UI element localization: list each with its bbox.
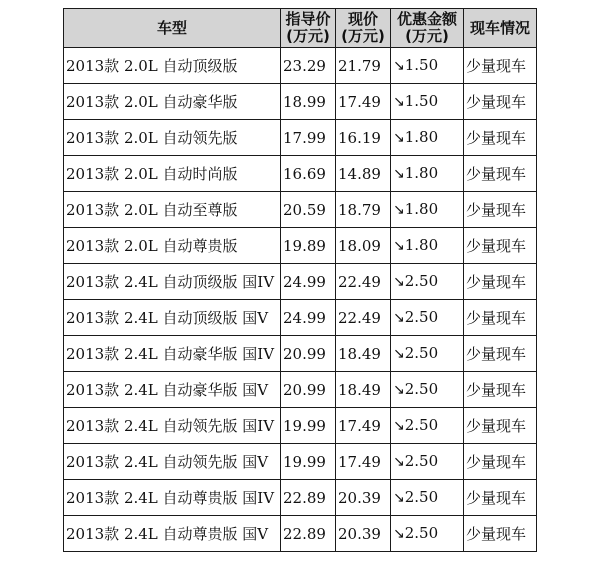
down-arrow-icon: ↘: [393, 490, 405, 506]
guide-price-cell: 19.99: [281, 408, 336, 444]
discount-cell: [391, 480, 464, 516]
down-arrow-icon: ↘: [393, 166, 405, 182]
current-price-cell: 16.19: [336, 120, 391, 156]
table-row: [64, 48, 537, 84]
model-cell: 2013款 2.0L 自动顶级版: [64, 48, 281, 84]
discount-value: 1.80: [404, 128, 439, 146]
discount-cell: [391, 264, 464, 300]
stock-cell: 少量现车: [464, 516, 537, 552]
header-row: [64, 9, 537, 48]
table-row: [64, 336, 537, 372]
header-discount-label: 优惠金额: [396, 10, 457, 28]
down-arrow-icon: ↘: [393, 418, 405, 434]
discount-value: 1.80: [404, 236, 439, 254]
header-current-price-unit: (万元): [341, 27, 385, 45]
stock-cell: 少量现车: [464, 372, 537, 408]
current-price-cell: 18.79: [336, 192, 391, 228]
guide-price-cell: 17.99: [281, 120, 336, 156]
down-arrow-icon: ↘: [393, 382, 405, 398]
current-price-cell: 17.49: [336, 84, 391, 120]
table-row: [64, 228, 537, 264]
discount-cell: [391, 120, 464, 156]
down-arrow-icon: ↘: [393, 274, 405, 290]
header-discount-unit: (万元): [405, 27, 449, 45]
table-body: [64, 48, 537, 552]
discount-value: 2.50: [404, 380, 439, 398]
header-model-label: 车型: [156, 18, 187, 37]
table-row: [64, 408, 537, 444]
header-discount: [391, 9, 464, 48]
discount-value: 1.50: [404, 56, 439, 74]
guide-price-cell: 20.99: [281, 336, 336, 372]
table-row: [64, 192, 537, 228]
guide-price-cell: 22.89: [281, 516, 336, 552]
current-price-cell: 17.49: [336, 408, 391, 444]
discount-cell: [391, 192, 464, 228]
table-row: [64, 480, 537, 516]
stock-cell: 少量现车: [464, 120, 537, 156]
down-arrow-icon: ↘: [393, 202, 405, 218]
model-cell: 2013款 2.0L 自动尊贵版: [64, 228, 281, 264]
discount-cell: [391, 300, 464, 336]
header-stock-label: 现车情况: [469, 18, 530, 37]
table-row: [64, 84, 537, 120]
table-row: [64, 120, 537, 156]
model-cell: 2013款 2.4L 自动领先版 国IV: [64, 408, 281, 444]
discount-value: 1.80: [404, 200, 439, 218]
header-model: [64, 9, 281, 48]
stock-cell: 少量现车: [464, 48, 537, 84]
stock-cell: 少量现车: [464, 192, 537, 228]
guide-price-cell: 24.99: [281, 264, 336, 300]
model-cell: 2013款 2.0L 自动豪华版: [64, 84, 281, 120]
stock-cell: 少量现车: [464, 444, 537, 480]
stock-cell: 少量现车: [464, 300, 537, 336]
model-cell: 2013款 2.4L 自动尊贵版 国V: [64, 516, 281, 552]
model-cell: 2013款 2.4L 自动豪华版 国V: [64, 372, 281, 408]
header-current-price-label: 现价: [347, 10, 378, 28]
guide-price-cell: 19.89: [281, 228, 336, 264]
stock-cell: 少量现车: [464, 408, 537, 444]
guide-price-cell: 20.59: [281, 192, 336, 228]
model-cell: 2013款 2.0L 自动时尚版: [64, 156, 281, 192]
table-row: [64, 372, 537, 408]
guide-price-cell: 19.99: [281, 444, 336, 480]
discount-cell: [391, 372, 464, 408]
discount-value: 1.80: [404, 164, 439, 182]
down-arrow-icon: ↘: [393, 58, 405, 74]
table-row: [64, 300, 537, 336]
discount-cell: [391, 156, 464, 192]
discount-cell: [391, 336, 464, 372]
discount-value: 2.50: [404, 344, 439, 362]
model-cell: 2013款 2.0L 自动至尊版: [64, 192, 281, 228]
discount-value: 2.50: [404, 524, 439, 542]
discount-cell: [391, 228, 464, 264]
discount-value: 2.50: [404, 452, 439, 470]
model-cell: 2013款 2.0L 自动领先版: [64, 120, 281, 156]
down-arrow-icon: ↘: [393, 346, 405, 362]
model-cell: 2013款 2.4L 自动豪华版 国IV: [64, 336, 281, 372]
current-price-cell: 18.09: [336, 228, 391, 264]
current-price-cell: 18.49: [336, 372, 391, 408]
table-row: [64, 444, 537, 480]
model-cell: 2013款 2.4L 自动顶级版 国IV: [64, 264, 281, 300]
model-cell: 2013款 2.4L 自动顶级版 国V: [64, 300, 281, 336]
stock-cell: 少量现车: [464, 228, 537, 264]
table-row: [64, 156, 537, 192]
guide-price-cell: 20.99: [281, 372, 336, 408]
header-guide-price-label: 指导价: [285, 10, 331, 28]
guide-price-cell: 16.69: [281, 156, 336, 192]
guide-price-cell: 22.89: [281, 480, 336, 516]
down-arrow-icon: ↘: [393, 94, 405, 110]
down-arrow-icon: ↘: [393, 310, 405, 326]
discount-cell: [391, 444, 464, 480]
discount-value: 2.50: [404, 488, 439, 506]
stock-cell: 少量现车: [464, 336, 537, 372]
discount-value: 1.50: [404, 92, 439, 110]
down-arrow-icon: ↘: [393, 238, 405, 254]
table-header: [64, 9, 537, 48]
current-price-cell: 14.89: [336, 156, 391, 192]
table-row: [64, 264, 537, 300]
header-guide-price: [281, 9, 336, 48]
current-price-cell: 22.49: [336, 264, 391, 300]
header-stock: [464, 9, 537, 48]
current-price-cell: 20.39: [336, 480, 391, 516]
table-row: [64, 516, 537, 552]
discount-value: 2.50: [404, 272, 439, 290]
discount-cell: [391, 516, 464, 552]
discount-cell: [391, 84, 464, 120]
stock-cell: 少量现车: [464, 480, 537, 516]
stock-cell: 少量现车: [464, 156, 537, 192]
down-arrow-icon: ↘: [393, 526, 405, 542]
current-price-cell: 22.49: [336, 300, 391, 336]
guide-price-cell: 18.99: [281, 84, 336, 120]
current-price-cell: 20.39: [336, 516, 391, 552]
header-guide-price-unit: (万元): [286, 27, 330, 45]
stock-cell: 少量现车: [464, 84, 537, 120]
current-price-cell: 17.49: [336, 444, 391, 480]
discount-cell: [391, 408, 464, 444]
current-price-cell: 21.79: [336, 48, 391, 84]
discount-value: 2.50: [404, 416, 439, 434]
header-current-price: [336, 9, 391, 48]
guide-price-cell: 23.29: [281, 48, 336, 84]
down-arrow-icon: ↘: [393, 130, 405, 146]
model-cell: 2013款 2.4L 自动领先版 国V: [64, 444, 281, 480]
model-cell: 2013款 2.4L 自动尊贵版 国IV: [64, 480, 281, 516]
stock-cell: 少量现车: [464, 264, 537, 300]
discount-cell: [391, 48, 464, 84]
down-arrow-icon: ↘: [393, 454, 405, 470]
guide-price-cell: 24.99: [281, 300, 336, 336]
discount-value: 2.50: [404, 308, 439, 326]
price-table: [63, 8, 537, 552]
current-price-cell: 18.49: [336, 336, 391, 372]
